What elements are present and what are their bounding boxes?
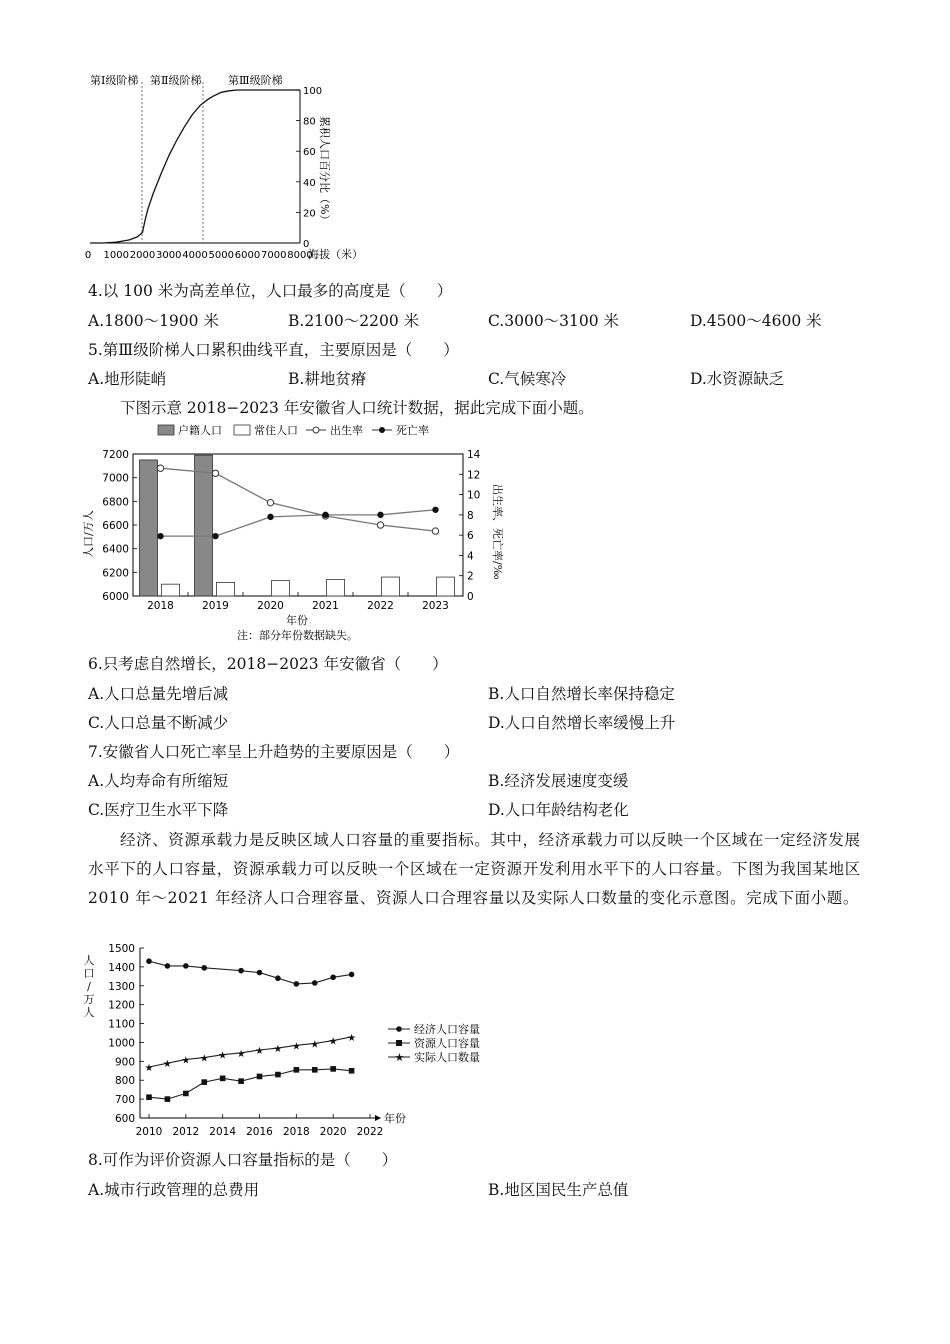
chart3-ytick: 1300	[108, 980, 135, 993]
chart2-ytick-right: 12	[467, 469, 481, 482]
chart3-xtick: 2022	[356, 1126, 384, 1138]
q5-option-c[interactable]: C.气候寒冷	[488, 370, 567, 388]
birth-rate-point	[212, 470, 218, 476]
chart2-ytick-right: 2	[467, 570, 474, 583]
chart2-ytick-right: 8	[467, 509, 474, 522]
actual-population-point: ★	[328, 1036, 338, 1048]
resource-capacity-point	[165, 1096, 171, 1102]
q7-option-c[interactable]: C.医疗卫生水平下降	[88, 801, 229, 819]
chart3-ytick: 700	[114, 1094, 135, 1107]
actual-population-point: ★	[310, 1039, 320, 1051]
actual-population-point: ★	[199, 1053, 209, 1065]
q6-stem: 6.只考虑自然增长，2018−2023 年安徽省（ ）	[88, 655, 448, 673]
chart2-ytick-left: 7000	[102, 472, 129, 485]
chart2-ytick-right: 4	[467, 550, 474, 563]
chart2-xtick: 2023	[422, 600, 449, 612]
q6-option-b[interactable]: B.人口自然增长率保持稳定	[488, 685, 675, 703]
chart2-note: 注：部分年份数据缺失。	[237, 629, 358, 642]
actual-population-point: ★	[347, 1032, 357, 1044]
household-bar	[195, 455, 213, 596]
q7-option-a[interactable]: A.人均寿命有所缩短	[88, 772, 229, 790]
birth-rate-point	[322, 513, 328, 519]
economic-capacity-point	[257, 970, 263, 976]
chart3-ytick: 1100	[108, 1018, 135, 1031]
q4-option-a[interactable]: A.1800～1900 米	[88, 312, 219, 330]
chart3-xtick: 2012	[172, 1126, 200, 1138]
chart1-xtick: 1000	[103, 250, 129, 261]
legend-birth-marker	[313, 427, 319, 433]
actual-population-point: ★	[255, 1046, 264, 1057]
legend-actual-marker: ★	[394, 1051, 405, 1064]
resident-bar	[382, 577, 400, 596]
chart2-ytick-left: 6600	[102, 520, 129, 532]
resource-capacity-point	[257, 1074, 263, 1080]
birth-rate-point	[432, 528, 438, 534]
resource-capacity-point	[220, 1076, 226, 1082]
death-rate-line	[161, 510, 436, 536]
chart3-ytick: 900	[114, 1056, 135, 1069]
legend-death: 死亡率	[396, 424, 429, 437]
economic-capacity-point	[294, 981, 300, 987]
chart2-ylabel-right: 出生率、死亡率/‰	[491, 484, 504, 580]
chart1-ytick: 100	[303, 86, 323, 97]
actual-population-point: ★	[144, 1063, 154, 1074]
economic-capacity-point	[238, 968, 244, 974]
chart2-ytick-left: 6400	[102, 543, 129, 556]
economic-capacity-point	[146, 958, 152, 964]
chart1-ylabel: 累积人口百分比（%）	[318, 116, 331, 226]
resource-capacity-point	[238, 1078, 244, 1084]
q6-option-c[interactable]: C.人口总量不断减少	[88, 714, 229, 732]
chart1-ytick: 60	[303, 147, 316, 159]
q7-stem: 7.安徽省人口死亡率呈上升趋势的主要原因是（ ）	[88, 743, 460, 761]
economic-capacity-point	[312, 980, 318, 986]
household-bar	[140, 460, 158, 596]
chart3-ylabel: 人口/万人	[83, 954, 95, 1019]
economic-capacity-point	[330, 974, 336, 980]
chart1-xtick: 2000	[129, 250, 156, 261]
chart1-xtick: 7000	[261, 250, 287, 261]
legend-birth: 出生率	[330, 424, 363, 437]
resource-capacity-point	[330, 1066, 336, 1072]
chart1-xlabel: 海拔（米）	[308, 248, 363, 261]
actual-population-line	[149, 1037, 352, 1067]
chart3-ytick: 800	[114, 1075, 135, 1088]
legend-death-marker	[379, 427, 385, 433]
q7-option-d[interactable]: D.人口年龄结构老化	[488, 801, 629, 819]
legend-resident: 常住人口	[254, 424, 298, 437]
q5-option-b[interactable]: B.耕地贫瘠	[288, 370, 367, 388]
q4-option-c[interactable]: C.3000～3100 米	[488, 312, 620, 330]
q8-option-a[interactable]: A.城市行政管理的总费用	[88, 1181, 260, 1199]
resident-bar	[217, 582, 235, 596]
chart1-xtick: 0	[84, 250, 92, 261]
legend-household-swatch	[158, 425, 174, 435]
chart3-xtick: 2014	[209, 1126, 237, 1138]
resource-capacity-point	[183, 1091, 189, 1097]
intro-capacity: 经济、资源承载力是反映区域人口容量的重要指标。其中，经济承载力可以反映一个区域在一定经济发展水平下的人口容量，资源承载力可以反映一个区域在一定资源开发利用水平下的人口容量。下图为我国某地区 2010 年～2021 年经济人口合理容量、资源人口合理容量以及实际人口数量的变化示意图。完成下面小题。	[88, 831, 861, 907]
resource-capacity-point	[201, 1079, 207, 1085]
chart1-xtick: 3000	[156, 250, 182, 261]
economic-capacity-point	[349, 972, 355, 978]
q5-option-a[interactable]: A.地形陡峭	[88, 370, 167, 388]
chart2-xtick: 2022	[367, 600, 394, 612]
chart3-xlabel: 年份	[384, 1112, 406, 1125]
chart1-xtick: 5000	[208, 250, 234, 261]
chart1-xtick: 4000	[182, 250, 208, 261]
chart2-ylabel-left: 人口/万人	[82, 510, 95, 558]
resource-capacity-point	[349, 1068, 355, 1074]
resident-bar	[437, 577, 455, 596]
legend-resource: 资源人口容量	[414, 1037, 480, 1050]
stage-label-1: 第Ⅰ级阶梯	[90, 74, 139, 87]
q4-stem: 4.以 100 米为高差单位，人口最多的高度是（ ）	[88, 282, 453, 300]
actual-population-point: ★	[273, 1044, 283, 1056]
actual-population-point: ★	[162, 1059, 172, 1071]
birth-rate-point	[377, 522, 383, 528]
q5-option-d[interactable]: D.水资源缺乏	[690, 370, 785, 388]
chart3-xtick: 2010	[135, 1126, 163, 1138]
death-rate-point	[212, 533, 218, 539]
legend-resident-swatch	[234, 425, 250, 435]
resource-capacity-line	[149, 1069, 352, 1099]
chart2-xtick: 2020	[257, 600, 284, 612]
death-rate-point	[322, 512, 328, 518]
chart2-ytick-left: 7200	[102, 449, 129, 461]
birth-rate-point	[267, 499, 273, 505]
intro-anhui: 下图示意 2018−2023 年安徽省人口统计数据，据此完成下面小题。	[120, 399, 594, 417]
death-rate-point	[267, 514, 273, 520]
death-rate-point	[377, 512, 383, 518]
economic-capacity-point	[165, 963, 171, 969]
stage-label-3: 第Ⅲ级阶梯	[228, 74, 283, 87]
chart2-ytick-right: 14	[467, 449, 481, 461]
economic-capacity-point	[183, 963, 189, 969]
legend-household: 户籍人口	[178, 424, 222, 437]
chart2-ytick-right: 6	[467, 530, 474, 543]
legend-econ: 经济人口容量	[414, 1023, 480, 1036]
death-rate-point	[157, 533, 163, 539]
actual-population-point: ★	[291, 1041, 301, 1053]
chart2-xtick: 2019	[202, 600, 229, 612]
chart2-ytick-right: 0	[467, 591, 474, 603]
chart2-ytick-left: 6000	[102, 591, 129, 603]
chart3-xtick: 2020	[319, 1126, 347, 1138]
chart1-ytick: 20	[303, 208, 316, 220]
q6-option-a[interactable]: A.人口总量先增后减	[88, 685, 229, 703]
stage-label-2: 第Ⅱ级阶梯	[150, 74, 202, 87]
chart3-xtick: 2016	[246, 1126, 273, 1138]
resident-bar	[162, 584, 180, 596]
chart2-ytick-right: 10	[467, 489, 481, 502]
chart1-xtick: 8000	[287, 250, 313, 261]
birth-rate-point	[157, 465, 163, 471]
resource-capacity-point	[312, 1067, 318, 1073]
q5-stem: 5.第Ⅲ级阶梯人口累积曲线平直，主要原因是（ ）	[88, 341, 459, 359]
chart2-xtick: 2021	[312, 600, 339, 612]
q7-option-b[interactable]: B.经济发展速度变缓	[488, 772, 629, 790]
chart1-ytick: 0	[303, 239, 310, 250]
legend-econ-marker	[396, 1026, 402, 1032]
chart3-ytick: 1000	[108, 1037, 135, 1050]
actual-population-point: ★	[181, 1055, 191, 1067]
q8-option-b[interactable]: B.地区国民生产总值	[488, 1181, 629, 1199]
birth-rate-line	[161, 468, 436, 531]
death-rate-point	[432, 507, 438, 513]
chart2-xlabel: 年份	[286, 614, 308, 627]
legend-actual: 实际人口数量	[414, 1051, 480, 1064]
legend-resource-marker	[396, 1040, 402, 1046]
q6-option-d[interactable]: D.人口自然增长率缓慢上升	[488, 714, 676, 732]
q4-option-b[interactable]: B.2100～2200 米	[288, 312, 420, 330]
chart2-xtick: 2018	[147, 600, 174, 612]
chart1-xtick: 6000	[234, 250, 261, 261]
cumulative-population-line	[90, 90, 300, 243]
actual-population-point: ★	[236, 1048, 246, 1060]
chart3-xtick: 2018	[282, 1126, 310, 1138]
chart3-ytick: 1200	[108, 999, 135, 1012]
chart1-ytick: 80	[303, 116, 316, 128]
resident-bar	[327, 579, 345, 596]
q8-stem: 8.可作为评价资源人口容量指标的是（ ）	[88, 1151, 398, 1169]
economic-capacity-line	[149, 961, 352, 984]
actual-population-point: ★	[218, 1050, 228, 1062]
resource-capacity-point	[146, 1094, 152, 1100]
chart3-ytick: 600	[114, 1113, 135, 1125]
chart2-ytick-left: 6800	[102, 496, 129, 509]
chart3-ytick: 1400	[108, 961, 135, 974]
economic-capacity-point	[201, 965, 207, 971]
chart2-ytick-left: 6200	[102, 567, 129, 580]
resident-bar	[272, 581, 290, 596]
chart3-ytick: 1500	[108, 943, 135, 955]
chart1-ytick: 40	[303, 177, 316, 189]
resource-capacity-point	[275, 1072, 281, 1078]
resource-capacity-point	[294, 1067, 300, 1073]
q4-option-d[interactable]: D.4500～4600 米	[690, 312, 822, 330]
economic-capacity-point	[275, 975, 281, 981]
